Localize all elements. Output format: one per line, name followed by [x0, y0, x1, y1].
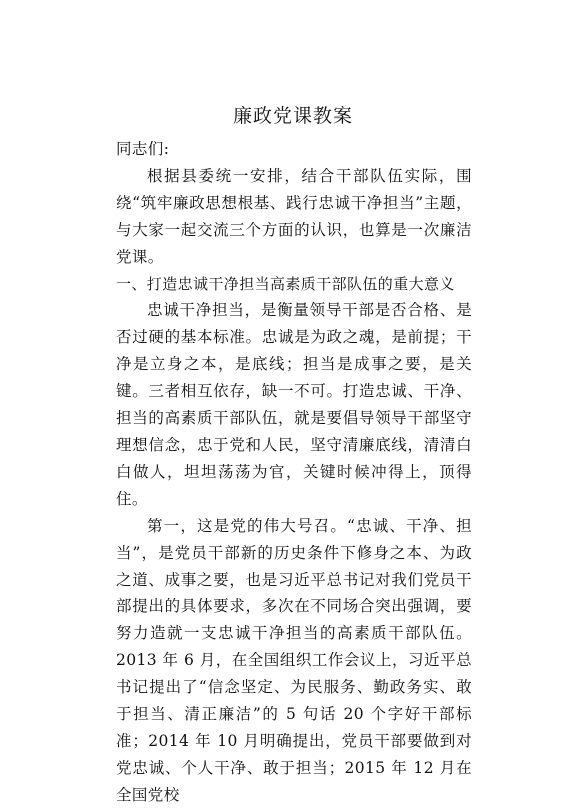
greeting: 同志们:	[116, 140, 170, 158]
section-heading-1: 一、打造忠诚干净担当高素质干部队伍的重大意义	[116, 274, 455, 293]
document-body	[116, 136, 472, 809]
document-title: 廉政党课教案	[232, 105, 353, 127]
paragraph-standard: 忠诚干净担当，是衡量领导干部是否合格、是否过硬的基本标准。忠诚是为政之魂，是前提；干净是立身之本，是底线；担当是成事之要，是关键。三者相互依存，缺一不可。打造忠诚、干净、担当的高素质干部队伍，就是要倡导领导干部坚守理想信念，忠于党和人民，坚守清廉底线，清清白白做人，坦坦荡荡为官，关键时候冲得上，顶得住。	[116, 301, 472, 508]
paragraph-intro: 根据县委统一安排，结合干部队伍实际，围绕“筑牢廉政思想根基、践行忠诚干净担当”主题，与大家一起交流三个方面的认识，也算是一次廉洁党课。	[116, 166, 472, 266]
paragraph-first-point: 第一，这是党的伟大号召。“忠诚、干净、担当”，是党员干部新的历史条件下修身之本、为政之道、成事之要，也是习近平总书记对我们党员干部提出的具体要求，多次在不同场合突出强调，要努力造就一支忠诚干净担当的高素质干部队伍。2013 年 6 月，在全国组织工作会议上，习近平总书记提出了“信念坚定、为民服务、勤政务实、敢于担当、清正廉洁”的 5 句话 20 个字好干部标准；2014 年 10 月明确提出，党员干部要做到对党忠诚、个人干净、敢于担当；2015 年 12 月在全国党校	[116, 516, 472, 804]
